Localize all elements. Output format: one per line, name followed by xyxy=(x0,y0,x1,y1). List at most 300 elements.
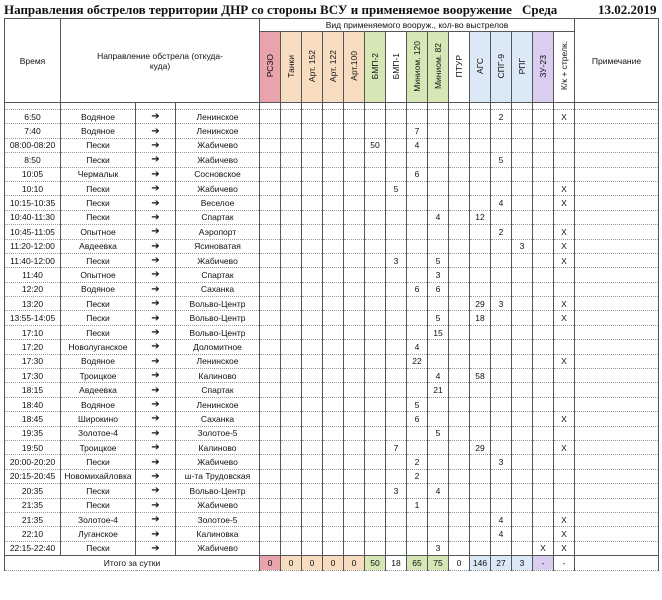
spacer-cell xyxy=(61,103,136,110)
weapon-count-cell xyxy=(281,153,302,167)
weapon-count-cell xyxy=(323,124,344,138)
table-row xyxy=(5,455,659,469)
table-row xyxy=(5,167,659,181)
weapon-count-cell xyxy=(512,282,533,296)
table-row xyxy=(5,383,659,397)
weapon-count-cell xyxy=(281,426,302,440)
weapon-count-cell xyxy=(554,210,575,224)
weapon-count-cell xyxy=(470,196,491,210)
header-weapon-14 xyxy=(554,32,575,103)
note-cell xyxy=(575,297,659,311)
weapon-count-cell xyxy=(260,527,281,541)
header-weapon-0 xyxy=(260,32,281,103)
weapon-count-cell xyxy=(512,512,533,526)
weapon-count-cell xyxy=(533,512,554,526)
arrow-icon: ➔ xyxy=(136,383,176,397)
weapon-count-cell xyxy=(281,325,302,339)
weapon-count-cell: 4 xyxy=(428,369,449,383)
weapon-count-cell: Х xyxy=(554,225,575,239)
weapon-count-cell xyxy=(428,469,449,483)
weapon-count-cell xyxy=(512,210,533,224)
weapon-count-cell xyxy=(428,239,449,253)
weapon-count-cell xyxy=(554,282,575,296)
from-cell: Троицкое xyxy=(61,440,136,454)
weapon-count-cell xyxy=(260,239,281,253)
weapon-count-cell xyxy=(512,527,533,541)
note-cell xyxy=(575,311,659,325)
time-cell: 10:10 xyxy=(5,181,61,195)
weapon-count-cell xyxy=(386,512,407,526)
weapon-count-cell xyxy=(323,383,344,397)
weapon-count-cell xyxy=(281,383,302,397)
table-row xyxy=(5,412,659,426)
weapon-count-cell xyxy=(344,311,365,325)
weapon-count-cell xyxy=(407,484,428,498)
weapon-label: К/к + стрелк. xyxy=(558,41,569,91)
weapon-label: БМП-1 xyxy=(390,52,401,80)
weapon-count-cell xyxy=(260,455,281,469)
weapon-count-cell: Х xyxy=(554,527,575,541)
header-note: Примечание xyxy=(575,19,659,103)
time-cell: 12:20 xyxy=(5,282,61,296)
weapon-count-cell xyxy=(260,268,281,282)
time-cell: 7:40 xyxy=(5,124,61,138)
weapon-count-cell xyxy=(449,124,470,138)
weapon-count-cell xyxy=(428,455,449,469)
weapon-count-cell: 29 xyxy=(470,297,491,311)
weapon-count-cell xyxy=(533,225,554,239)
weapon-count-cell: Х xyxy=(554,440,575,454)
time-cell: 21:35 xyxy=(5,498,61,512)
weapon-label: ПТУР xyxy=(453,54,464,78)
note-cell xyxy=(575,469,659,483)
weapon-count-cell xyxy=(302,196,323,210)
from-cell: Луганское xyxy=(61,527,136,541)
weapon-count-cell xyxy=(344,397,365,411)
date-label: 13.02.2019 xyxy=(598,2,657,17)
header-weapon-3 xyxy=(323,32,344,103)
to-cell: Ленинское xyxy=(176,397,260,411)
weapon-count-cell: Х xyxy=(554,541,575,555)
spacer-cell xyxy=(365,103,386,110)
weapon-count-cell: 5 xyxy=(491,153,512,167)
header-weapon-10 xyxy=(470,32,491,103)
time-cell: 11:20-12:00 xyxy=(5,239,61,253)
weapon-count-cell xyxy=(302,311,323,325)
weapon-count-cell xyxy=(512,455,533,469)
weapon-count-cell xyxy=(386,239,407,253)
to-cell: Жабичево xyxy=(176,541,260,555)
weapon-count-cell xyxy=(533,340,554,354)
weapon-count-cell xyxy=(449,138,470,152)
weapon-count-cell xyxy=(554,268,575,282)
weapon-count-cell xyxy=(365,325,386,339)
weapon-count-cell xyxy=(491,484,512,498)
arrow-icon: ➔ xyxy=(136,210,176,224)
weapon-count-cell xyxy=(386,210,407,224)
note-cell xyxy=(575,484,659,498)
weapon-count-cell xyxy=(281,196,302,210)
weapon-count-cell xyxy=(344,297,365,311)
weapon-count-cell xyxy=(554,167,575,181)
weapon-count-cell xyxy=(281,181,302,195)
weapon-count-cell xyxy=(323,210,344,224)
weapon-count-cell xyxy=(533,455,554,469)
header-weapon-8 xyxy=(428,32,449,103)
weapon-count-cell xyxy=(344,181,365,195)
spacer-cell xyxy=(407,103,428,110)
note-cell xyxy=(575,498,659,512)
weapon-count-cell xyxy=(407,527,428,541)
weapon-count-cell xyxy=(449,282,470,296)
weapon-count-cell xyxy=(449,253,470,267)
weapon-count-cell xyxy=(512,268,533,282)
weapon-count-cell xyxy=(344,124,365,138)
weapon-count-cell: 3 xyxy=(386,253,407,267)
weapon-count-cell: Х xyxy=(554,354,575,368)
arrow-icon: ➔ xyxy=(136,167,176,181)
weapon-count-cell xyxy=(470,541,491,555)
weapon-count-cell xyxy=(407,426,428,440)
weapon-label: СПГ-9 xyxy=(495,53,506,79)
weapon-count-cell xyxy=(554,469,575,483)
weapon-count-cell xyxy=(449,369,470,383)
from-cell: Пески xyxy=(61,325,136,339)
weapon-count-cell xyxy=(470,268,491,282)
weapon-count-cell: 4 xyxy=(491,196,512,210)
weapon-count-cell xyxy=(533,153,554,167)
weapon-count-cell: Х xyxy=(554,412,575,426)
weapon-count-cell xyxy=(554,426,575,440)
weapon-count-cell xyxy=(365,354,386,368)
from-cell: Пески xyxy=(61,297,136,311)
weapon-count-cell xyxy=(449,383,470,397)
to-cell: Жабичево xyxy=(176,253,260,267)
weapon-count-cell xyxy=(323,196,344,210)
time-cell: 17:10 xyxy=(5,325,61,339)
arrow-icon: ➔ xyxy=(136,311,176,325)
weapon-count-cell xyxy=(323,297,344,311)
weapon-count-cell xyxy=(323,512,344,526)
weapon-count-cell xyxy=(281,397,302,411)
from-cell: Пески xyxy=(61,311,136,325)
note-cell xyxy=(575,225,659,239)
weapon-count-cell xyxy=(449,512,470,526)
weapon-count-cell xyxy=(491,498,512,512)
weapon-count-cell xyxy=(470,124,491,138)
weapon-count-cell xyxy=(533,325,554,339)
table-row xyxy=(5,124,659,138)
note-cell xyxy=(575,369,659,383)
weapon-count-cell xyxy=(449,484,470,498)
time-cell: 6:50 xyxy=(5,110,61,124)
weapon-count-cell: 5 xyxy=(407,397,428,411)
weapon-count-cell: 58 xyxy=(470,369,491,383)
arrow-icon: ➔ xyxy=(136,455,176,469)
weapon-count-cell xyxy=(323,138,344,152)
time-cell: 18:40 xyxy=(5,397,61,411)
weapon-count-cell xyxy=(512,369,533,383)
weapon-count-cell xyxy=(449,311,470,325)
weapon-count-cell xyxy=(407,440,428,454)
weapon-count-cell xyxy=(407,383,428,397)
header-weapon-2 xyxy=(302,32,323,103)
weapon-label: Арт.100 xyxy=(348,51,359,81)
to-cell: Спартак xyxy=(176,383,260,397)
weapon-count-cell xyxy=(302,440,323,454)
weapon-count-cell xyxy=(386,498,407,512)
arrow-icon: ➔ xyxy=(136,138,176,152)
weapon-count-cell xyxy=(302,124,323,138)
weapon-count-cell xyxy=(554,138,575,152)
weapon-count-cell: 2 xyxy=(491,110,512,124)
from-cell: Пески xyxy=(61,196,136,210)
weapon-count-cell: 5 xyxy=(428,311,449,325)
weapon-count-cell xyxy=(365,153,386,167)
arrow-icon: ➔ xyxy=(136,196,176,210)
weapon-count-cell xyxy=(386,455,407,469)
weapon-count-cell xyxy=(533,412,554,426)
table-row xyxy=(5,253,659,267)
weapon-count-cell xyxy=(428,225,449,239)
to-cell: Вольво-Центр xyxy=(176,484,260,498)
weapon-count-cell xyxy=(491,124,512,138)
weapon-count-cell xyxy=(491,369,512,383)
weapon-count-cell: 6 xyxy=(407,282,428,296)
arrow-icon: ➔ xyxy=(136,297,176,311)
weapon-count-cell: 3 xyxy=(386,484,407,498)
weapon-count-cell xyxy=(512,412,533,426)
from-cell: Водяное xyxy=(61,110,136,124)
weapon-count-cell xyxy=(302,527,323,541)
weapon-count-cell xyxy=(428,196,449,210)
weapon-count-cell: Х xyxy=(554,239,575,253)
spacer-cell xyxy=(575,103,659,110)
weapon-count-cell xyxy=(386,383,407,397)
from-cell: Широкино xyxy=(61,412,136,426)
weapon-count-cell xyxy=(281,512,302,526)
weapon-count-cell xyxy=(470,412,491,426)
weapon-count-cell xyxy=(281,484,302,498)
time-cell: 11:40 xyxy=(5,268,61,282)
weapon-count-cell: 12 xyxy=(470,210,491,224)
weapon-count-cell xyxy=(470,181,491,195)
weapon-count-cell xyxy=(407,196,428,210)
weapon-count-cell xyxy=(365,383,386,397)
weapon-count-cell xyxy=(365,297,386,311)
weapon-count-cell xyxy=(365,498,386,512)
note-cell xyxy=(575,325,659,339)
header-weapon-9 xyxy=(449,32,470,103)
weapon-count-cell xyxy=(281,311,302,325)
weapon-count-cell xyxy=(281,369,302,383)
weapon-count-cell xyxy=(302,110,323,124)
time-cell: 18:45 xyxy=(5,412,61,426)
header-direction: Направление обстрела (откуда-куда) xyxy=(61,19,260,103)
weapon-count-cell xyxy=(491,440,512,454)
weapon-count-cell xyxy=(302,397,323,411)
spacer-cell xyxy=(5,103,61,110)
note-cell xyxy=(575,153,659,167)
weapon-count-cell xyxy=(302,282,323,296)
note-cell xyxy=(575,512,659,526)
weapon-count-cell xyxy=(323,498,344,512)
weekday-label: Среда xyxy=(522,2,558,17)
weapon-count-cell xyxy=(428,397,449,411)
weapon-count-cell xyxy=(407,369,428,383)
from-cell: Авдеевка xyxy=(61,383,136,397)
weapon-count-cell xyxy=(428,340,449,354)
weapon-count-cell: 6 xyxy=(407,167,428,181)
header-weapon-12 xyxy=(512,32,533,103)
weapon-count-cell xyxy=(449,412,470,426)
weapon-label: БМП-2 xyxy=(369,52,380,80)
arrow-icon: ➔ xyxy=(136,340,176,354)
arrow-icon: ➔ xyxy=(136,253,176,267)
time-cell: 17:20 xyxy=(5,340,61,354)
from-cell: Золотое-4 xyxy=(61,426,136,440)
note-cell xyxy=(575,383,659,397)
weapon-count-cell: Х xyxy=(554,311,575,325)
weapon-count-cell xyxy=(533,253,554,267)
from-cell: Пески xyxy=(61,455,136,469)
weapon-count-cell xyxy=(365,455,386,469)
weapon-count-cell xyxy=(449,340,470,354)
weapon-count-cell xyxy=(533,239,554,253)
weapon-count-cell xyxy=(260,167,281,181)
weapon-count-cell: 2 xyxy=(407,469,428,483)
weapon-count-cell xyxy=(323,412,344,426)
arrow-icon: ➔ xyxy=(136,440,176,454)
table-row xyxy=(5,354,659,368)
weapon-count-cell xyxy=(470,498,491,512)
time-cell: 20:15-20:45 xyxy=(5,469,61,483)
from-cell: Пески xyxy=(61,484,136,498)
weapon-count-cell xyxy=(449,354,470,368)
weapon-label: Миниом. 82 xyxy=(432,42,443,90)
weapon-count-cell: 4 xyxy=(407,340,428,354)
from-cell: Золотое-4 xyxy=(61,512,136,526)
weapon-count-cell xyxy=(281,138,302,152)
weapon-count-cell xyxy=(344,512,365,526)
from-cell: Водяное xyxy=(61,282,136,296)
weapon-count-cell xyxy=(428,124,449,138)
weapon-count-cell xyxy=(512,253,533,267)
weapon-count-cell xyxy=(491,167,512,181)
weapon-count-cell xyxy=(260,469,281,483)
table-row xyxy=(5,225,659,239)
time-cell: 17:30 xyxy=(5,369,61,383)
weapon-count-cell xyxy=(302,167,323,181)
weapon-count-cell xyxy=(449,239,470,253)
weapon-count-cell xyxy=(533,210,554,224)
weapon-count-cell xyxy=(281,297,302,311)
note-cell xyxy=(575,527,659,541)
total-value-cell: 27 xyxy=(491,556,512,571)
spacer-cell xyxy=(449,103,470,110)
weapon-count-cell xyxy=(554,383,575,397)
weapon-count-cell: 21 xyxy=(428,383,449,397)
to-cell: Спартак xyxy=(176,210,260,224)
weapon-count-cell xyxy=(491,397,512,411)
total-value-cell: 0 xyxy=(449,556,470,571)
weapon-count-cell xyxy=(428,297,449,311)
weapon-count-cell xyxy=(470,397,491,411)
from-cell: Опытное xyxy=(61,268,136,282)
weapon-count-cell xyxy=(533,527,554,541)
time-cell: 19:50 xyxy=(5,440,61,454)
note-cell xyxy=(575,426,659,440)
arrow-icon: ➔ xyxy=(136,527,176,541)
total-value-cell: 18 xyxy=(386,556,407,571)
total-value-cell: 0 xyxy=(302,556,323,571)
weapon-count-cell xyxy=(323,455,344,469)
weapon-count-cell xyxy=(344,412,365,426)
weapon-count-cell xyxy=(386,153,407,167)
weapon-count-cell xyxy=(491,340,512,354)
weapon-count-cell: 3 xyxy=(491,297,512,311)
weapon-count-cell xyxy=(470,282,491,296)
weapon-count-cell xyxy=(323,469,344,483)
weapon-count-cell xyxy=(281,541,302,555)
weapon-count-cell xyxy=(407,325,428,339)
totals-note-cell xyxy=(575,556,659,571)
weapon-count-cell xyxy=(470,527,491,541)
weapon-count-cell xyxy=(512,225,533,239)
weapon-count-cell xyxy=(449,268,470,282)
to-cell: Золотое-5 xyxy=(176,426,260,440)
arrow-icon: ➔ xyxy=(136,181,176,195)
spacer-cell xyxy=(386,103,407,110)
weapon-count-cell xyxy=(281,440,302,454)
weapon-count-cell xyxy=(302,512,323,526)
weapon-count-cell xyxy=(302,469,323,483)
weapon-count-cell: 4 xyxy=(491,512,512,526)
weapon-count-cell xyxy=(428,440,449,454)
note-cell xyxy=(575,397,659,411)
time-cell: 10:15-10:35 xyxy=(5,196,61,210)
spacer-cell xyxy=(323,103,344,110)
weapon-count-cell xyxy=(407,512,428,526)
weapon-count-cell xyxy=(491,181,512,195)
spacer-cell xyxy=(470,103,491,110)
arrow-icon: ➔ xyxy=(136,124,176,138)
from-cell: Чермалык xyxy=(61,167,136,181)
weapon-count-cell xyxy=(323,225,344,239)
weapon-count-cell xyxy=(491,268,512,282)
weapon-count-cell: 4 xyxy=(407,138,428,152)
weapon-count-cell xyxy=(512,325,533,339)
weapon-count-cell xyxy=(365,440,386,454)
weapon-count-cell xyxy=(302,253,323,267)
total-value-cell: 146 xyxy=(470,556,491,571)
weapon-count-cell xyxy=(512,426,533,440)
time-cell: 10:05 xyxy=(5,167,61,181)
weapon-count-cell xyxy=(365,181,386,195)
weapon-count-cell xyxy=(386,469,407,483)
arrow-icon: ➔ xyxy=(136,153,176,167)
weapon-count-cell xyxy=(491,426,512,440)
weapon-count-cell xyxy=(512,311,533,325)
time-cell: 19:35 xyxy=(5,426,61,440)
weapon-count-cell xyxy=(491,138,512,152)
weapon-label: РПГ xyxy=(516,57,527,75)
weapon-count-cell xyxy=(428,181,449,195)
weapon-count-cell xyxy=(407,181,428,195)
weapon-count-cell xyxy=(344,268,365,282)
note-cell xyxy=(575,181,659,195)
weapon-count-cell xyxy=(512,484,533,498)
